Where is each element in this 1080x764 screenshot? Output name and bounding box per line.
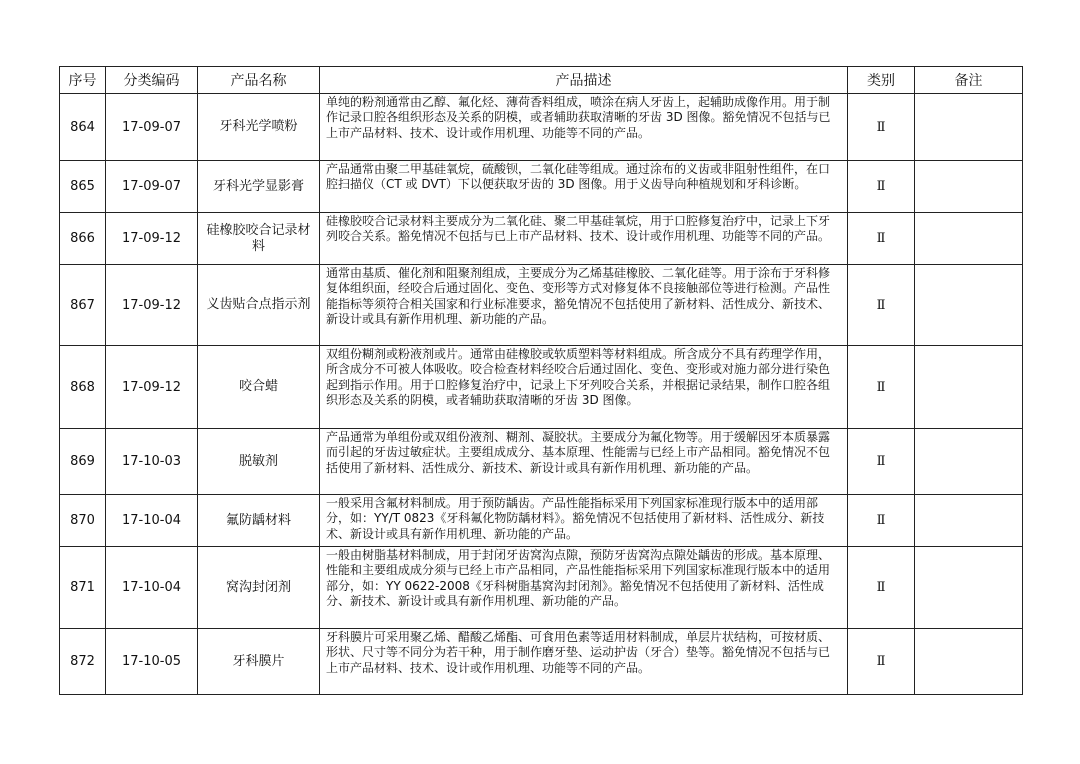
cell-description: 单纯的粉剂通常由乙醇、氟化烃、薄荷香料组成，喷涂在病人牙齿上，起辅助成像作用。用于制作记录口腔各组织形态及关系的阴模，或者辅助获取清晰的牙齿 3D 图像。豁免情况不包括与已上市产品材料、技术、设计或作用机理、功能等不同的产品。 [320,94,848,161]
cell-category: Ⅱ [848,346,915,429]
table-row [60,161,1023,213]
cell-name: 牙科光学显影膏 [198,161,320,213]
cell-remark [915,94,1023,161]
cell-description: 产品通常为单组份或双组份液剂、糊剂、凝胶状。主要成分为氟化物等。用于缓解因牙本质暴露而引起的牙齿过敏症状。主要组成成分、基本原理、性能需与已经上市产品相同。豁免情况不包括使用了新材料、活性成分、新技术、新设计或具有新作用机理、新功能的产品。 [320,429,848,495]
cell-description: 牙科膜片可采用聚乙烯、醋酸乙烯酯、可食用色素等适用材料制成，单层片状结构，可按材质、形状、尺寸等不同分为若干种，用于制作磨牙垫、运动护齿（牙合）垫等。豁免情况不包括与已上市产品材料、技术、设计或作用机理、功能等不同的产品。 [320,629,848,695]
cell-name: 脱敏剂 [198,429,320,495]
cell-remark [915,265,1023,346]
table-row [60,429,1023,495]
cell-description: 通常由基质、催化剂和阻聚剂组成，主要成分为乙烯基硅橡胶、二氧化硅等。用于涂布于牙科修复体组织面，经咬合后通过固化、变色、变形等方式对修复体不良接触部位等进行检测。产品性能指标等须符合相关国家和行业标准要求，豁免情况不包括使用了新材料、活性成分、新技术、新设计或具有新作用机理、新功能的产品。 [320,265,848,346]
cell-serial: 866 [60,213,106,265]
cell-category: Ⅱ [848,94,915,161]
cell-remark [915,161,1023,213]
cell-category: Ⅱ [848,547,915,629]
header-remark: 备注 [915,67,1023,94]
cell-category: Ⅱ [848,495,915,547]
cell-remark [915,346,1023,429]
table-row [60,94,1023,161]
cell-serial: 872 [60,629,106,695]
cell-name: 义齿贴合点指示剂 [198,265,320,346]
cell-description: 产品通常由聚二甲基硅氧烷，硫酸钡，二氧化硅等组成。通过涂布的义齿或非阻射性组件，在口腔扫描仪（CT 或 DVT）下以便获取牙齿的 3D 图像。用于义齿导向种植规划和牙科诊断。 [320,161,848,213]
cell-name: 硅橡胶咬合记录材料 [198,213,320,265]
header-name: 产品名称 [198,67,320,94]
cell-description: 一般采用含氟材料制成。用于预防龋齿。产品性能指标采用下列国家标准现行版本中的适用部分，如：YY/T 0823《牙科氟化物防龋材料》。豁免情况不包括使用了新材料、活性成分、新技术、新设计或具有新作用机理、新功能的产品。 [320,495,848,547]
cell-name: 牙科光学喷粉 [198,94,320,161]
cell-code: 17-10-05 [106,629,198,695]
cell-remark [915,547,1023,629]
product-table [59,66,1023,695]
header-description: 产品描述 [320,67,848,94]
cell-remark [915,213,1023,265]
cell-serial: 870 [60,495,106,547]
cell-name: 牙科膜片 [198,629,320,695]
cell-name: 氟防龋材料 [198,495,320,547]
header-serial: 序号 [60,67,106,94]
header-category: 类别 [848,67,915,94]
cell-category: Ⅱ [848,213,915,265]
cell-description: 一般由树脂基材料制成，用于封闭牙齿窝沟点隙，预防牙齿窝沟点隙处龋齿的形成。基本原理、性能和主要组成成分须与已经上市产品相同，产品性能指标采用下列国家标准现行版本中的适用部分，如：YY 0622-2008《牙科树脂基窝沟封闭剂》。豁免情况不包括使用了新材料、活性成分、新技术、新设计或具有新作用机理、新功能的产品。 [320,547,848,629]
cell-description: 硅橡胶咬合记录材料主要成分为二氧化硅、聚二甲基硅氧烷，用于口腔修复治疗中，记录上下牙列咬合关系。豁免情况不包括与已上市产品材料、技术、设计或作用机理、功能等不同的产品。 [320,213,848,265]
cell-serial: 867 [60,265,106,346]
cell-code: 17-10-03 [106,429,198,495]
cell-name: 咬合蜡 [198,346,320,429]
cell-name: 窝沟封闭剂 [198,547,320,629]
cell-remark [915,429,1023,495]
table-row [60,495,1023,547]
cell-remark [915,495,1023,547]
table-row [60,346,1023,429]
cell-code: 17-10-04 [106,495,198,547]
cell-serial: 868 [60,346,106,429]
header-code: 分类编码 [106,67,198,94]
cell-serial: 865 [60,161,106,213]
cell-serial: 864 [60,94,106,161]
cell-code: 17-09-07 [106,161,198,213]
table-row [60,629,1023,695]
table-header-row [60,67,1023,94]
cell-code: 17-10-04 [106,547,198,629]
cell-code: 17-09-12 [106,265,198,346]
cell-code: 17-09-12 [106,346,198,429]
cell-remark [915,629,1023,695]
cell-description: 双组份糊剂或粉液剂或片。通常由硅橡胶或软质塑料等材料组成。所含成分不具有药理学作用，所含成分不可被人体吸收。咬合检查材料经咬合后通过固化、变色、变形或对施力部分进行染色起到指示作用。用于口腔修复治疗中，记录上下牙列咬合关系，并根据记录结果，制作口腔各组织形态及关系的阴模，或者辅助获取清晰的牙齿 3D 图像。 [320,346,848,429]
cell-code: 17-09-12 [106,213,198,265]
cell-category: Ⅱ [848,265,915,346]
cell-serial: 869 [60,429,106,495]
cell-category: Ⅱ [848,429,915,495]
cell-serial: 871 [60,547,106,629]
cell-category: Ⅱ [848,161,915,213]
table-row [60,547,1023,629]
cell-category: Ⅱ [848,629,915,695]
table-row [60,213,1023,265]
table-row [60,265,1023,346]
cell-code: 17-09-07 [106,94,198,161]
